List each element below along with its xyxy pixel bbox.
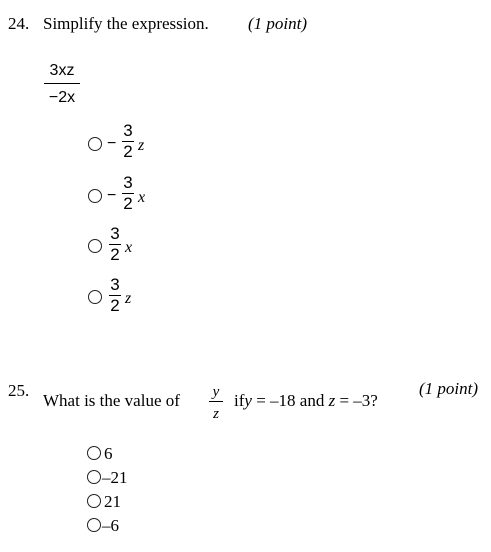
option-variable: z — [125, 290, 132, 307]
fraction-denominator: 2 — [123, 194, 133, 213]
option-label: 21 — [104, 492, 121, 511]
option-fraction — [122, 174, 134, 212]
fraction-denominator: 2 — [110, 245, 120, 264]
option-label: 6 — [104, 444, 113, 463]
y-condition: = –18 and — [251, 391, 329, 410]
expression-denominator: −2x — [48, 89, 76, 106]
option-variable: z — [138, 137, 145, 154]
option-fraction — [109, 276, 121, 314]
q25-option-d-radio[interactable] — [87, 518, 101, 532]
fraction-denominator: z — [213, 406, 219, 422]
q25-option-c-radio[interactable] — [87, 494, 101, 508]
q25-option-d[interactable] — [86, 516, 166, 536]
if-word: if — [234, 391, 245, 410]
option-label: –6 — [102, 516, 119, 535]
q25-option-b-radio[interactable] — [87, 470, 101, 484]
var-z: z — [328, 391, 336, 410]
q25-option-b[interactable] — [86, 468, 166, 488]
fraction-denominator: 2 — [110, 296, 120, 315]
fraction-numerator: y — [212, 384, 220, 400]
var-y: y — [244, 391, 252, 410]
question-fraction — [209, 384, 223, 422]
fraction-bar — [44, 83, 80, 84]
fraction-denominator: 2 — [123, 142, 133, 161]
condition-text — [234, 391, 378, 411]
q24-option-b-radio[interactable] — [88, 189, 102, 203]
q24-option-d-radio[interactable] — [88, 290, 102, 304]
q25-option-a-radio[interactable] — [87, 446, 101, 460]
expression-numerator: 3xz — [49, 62, 75, 79]
option-variable: x — [125, 239, 133, 256]
fraction-numerator: 3 — [123, 173, 133, 192]
option-variable: x — [138, 189, 146, 206]
fraction-numerator: 3 — [110, 275, 120, 294]
q25-option-a[interactable] — [86, 444, 166, 464]
fraction-numerator: 3 — [123, 121, 133, 140]
option-label: –21 — [102, 468, 128, 487]
fraction-numerator: 3 — [110, 224, 120, 243]
question-text: Simplify the expression. — [43, 14, 209, 33]
z-condition: = –3? — [335, 391, 378, 410]
expression-fraction — [44, 62, 80, 107]
option-fraction — [109, 225, 121, 263]
q24-option-b[interactable] — [86, 173, 186, 233]
points-label: (1 point) — [248, 14, 308, 33]
q24-option-a-radio[interactable] — [88, 137, 102, 151]
question-text: What is the value of — [43, 391, 180, 410]
q24-option-d[interactable] — [86, 276, 186, 336]
question-number: 24. — [8, 14, 30, 33]
points-label: (1 point) — [419, 379, 479, 398]
q24-option-c-radio[interactable] — [88, 239, 102, 253]
option-fraction — [122, 122, 134, 160]
minus-sign: − — [107, 135, 117, 152]
q25-option-c[interactable] — [86, 492, 166, 512]
question-number: 25. — [8, 381, 30, 400]
minus-sign: − — [107, 187, 117, 204]
fraction-bar — [209, 401, 223, 402]
